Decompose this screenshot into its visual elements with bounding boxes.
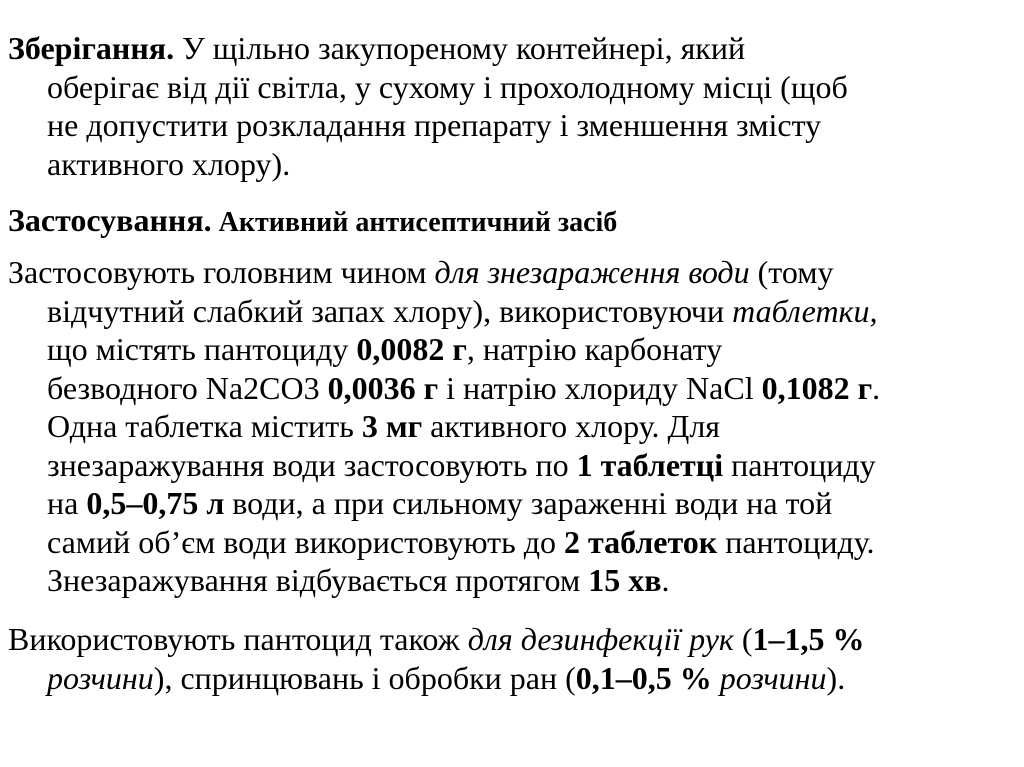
text-run: Застосовують головним чином (8, 254, 435, 290)
bold-run: 3 мг (361, 408, 423, 444)
bold-run: 0,5–0,75 л (86, 485, 225, 521)
usage-heading: Застосування. (8, 202, 212, 238)
text-run: ). (826, 659, 846, 696)
application-line-2 (8, 292, 1018, 331)
emphasis-run: таблетки, (732, 292, 878, 329)
application-line-6 (8, 446, 1018, 485)
bold-run: 0,1082 г (761, 369, 873, 406)
emphasis-run: розчини (719, 659, 827, 696)
storage-line-2: оберігає від дії світла, у сухому і прохолодному місці (щоб (47, 68, 848, 105)
application-line-4 (8, 369, 1018, 408)
storage-line-1 (8, 29, 1018, 68)
text-run: . (872, 369, 881, 406)
storage-text-1: У щільно закупореному контейнері, який (174, 30, 746, 66)
bold-run: 15 хв (588, 562, 662, 598)
storage-line-3: не допустити розкладання препарату і зменшення змісту (47, 107, 822, 143)
emphasis-run: розчини (47, 659, 154, 696)
text-run: безводного Na2CO3 (47, 369, 328, 406)
text-run: відчутний слабкий запах хлору), використовуючи (47, 292, 733, 329)
usage-subheading: Активний антисептичний засіб (211, 207, 618, 238)
text-run: активного хлору. Для (422, 408, 720, 444)
also-line-2 (8, 659, 1018, 698)
bold-run: 1 таблетці (576, 446, 724, 483)
application-paragraph (8, 253, 1018, 600)
bold-run: 0,0036 г (327, 369, 439, 406)
text-run: Знезаражування відбувається протягом (47, 562, 589, 598)
application-line-8 (8, 523, 1018, 562)
usage-paragraph (8, 201, 1018, 243)
storage-heading: Зберігання. (8, 30, 175, 66)
bold-run: 0,1–0,5 % (575, 659, 712, 696)
text-run: знезаражування води застосовують по (47, 446, 577, 483)
text-run (712, 660, 720, 696)
text-run: що містять пантоциду (47, 331, 357, 367)
text-run: і натрію хлориду NaCl (438, 369, 762, 406)
emphasis-run: для знезараження води (434, 254, 750, 290)
usage-line (8, 201, 1018, 243)
application-line-7 (8, 484, 1018, 523)
text-run: води, а при сильному зараженні води на той (224, 485, 833, 521)
storage-paragraph (8, 29, 1018, 183)
bold-run: 2 таблеток (564, 523, 718, 560)
text-run: ( (733, 621, 753, 657)
emphasis-run: для дезинфекції рук (467, 621, 734, 657)
text-run: ), спринцювань і обробки ран ( (153, 659, 576, 696)
text-run: (тому (749, 254, 834, 290)
storage-line-4: активного хлору). (47, 145, 291, 182)
text-run: Одна таблетка містить (47, 408, 362, 444)
text-run: , натрію карбонату (466, 331, 723, 367)
application-line-1 (8, 253, 1018, 292)
also-paragraph (8, 620, 1018, 697)
text-run: Використовують пантоцид також (8, 621, 468, 657)
text-run: пантоциду. (717, 523, 875, 560)
application-line-9 (8, 561, 1018, 600)
text-run: на (47, 485, 87, 521)
text-run: самий об’єм води використовують до (47, 523, 564, 560)
bold-run: 1–1,5 % (752, 621, 865, 657)
also-line-1 (8, 620, 1018, 659)
bold-run: 0,0082 г (356, 331, 467, 367)
application-line-3 (8, 330, 1018, 369)
application-line-5 (8, 407, 1018, 446)
text-run: пантоциду (723, 446, 876, 483)
text-run: . (661, 562, 670, 598)
